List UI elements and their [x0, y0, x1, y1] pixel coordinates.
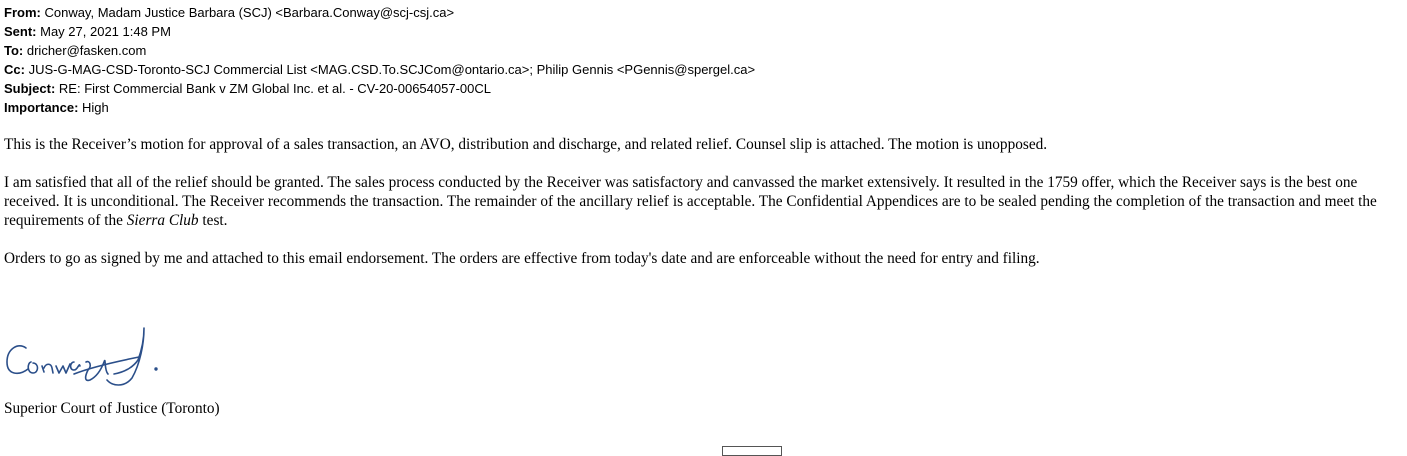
- signature-court: Superior Court of Justice (Toronto): [4, 400, 220, 417]
- subject-row: [4, 79, 755, 98]
- paragraph-2-end: test.: [198, 212, 228, 229]
- cc-value: JUS-G-MAG-CSD-Toronto-SCJ Commercial List <MAG.CSD.To.SCJCom@ontario.ca>; Philip Gennis <PGennis@spergel.ca>: [28, 62, 756, 77]
- importance-value: High: [82, 100, 109, 115]
- email-header: [4, 3, 755, 117]
- page-edge-marker: [722, 446, 782, 456]
- subject-label: Subject:: [4, 81, 56, 96]
- sent-value: May 27, 2021 1:48 PM: [40, 24, 171, 39]
- from-row: [4, 3, 755, 22]
- sent-label: Sent:: [4, 24, 37, 39]
- case-name-italic: Sierra Club: [126, 212, 199, 229]
- sent-row: [4, 22, 755, 41]
- cc-label: Cc:: [4, 62, 25, 77]
- importance-label: Importance:: [4, 100, 79, 115]
- to-label: To:: [4, 43, 24, 58]
- paragraph-2-text: I am satisfied that all of the relief should be granted. The sales process conducted by the Receiver was satisfactory and canvassed the market extensively. It resulted in the 1759 offer, which the Receiver says is the best one received. It is unconditional. The Receiver recommends the transaction. The remainder of the ancillary relief is acceptable. The Confidential Appendices are to be sealed pending the completion of the transaction and meet the requirements of the: [4, 174, 1377, 229]
- from-label: From:: [4, 5, 41, 20]
- email-body: [4, 135, 1402, 287]
- body-paragraph-3: Orders to go as signed by me and attached to this email endorsement. The orders are effective from today's date and are enforceable without the need for entry and filing.: [4, 250, 1040, 267]
- subject-value: RE: First Commercial Bank v ZM Global Inc. et al. - CV-20-00654057-00CL: [58, 81, 491, 96]
- to-value: dricher@fasken.com: [26, 43, 147, 58]
- body-paragraph-2: [4, 173, 1402, 230]
- from-value: Conway, Madam Justice Barbara (SCJ) <Barbara.Conway@scj-csj.ca>: [44, 5, 455, 20]
- importance-row: [4, 98, 755, 117]
- cc-row: [4, 60, 755, 79]
- body-paragraph-1: This is the Receiver’s motion for approval of a sales transaction, an AVO, distribution and discharge, and related relief. Counsel slip is attached. The motion is unopposed.: [4, 136, 1048, 153]
- to-row: [4, 41, 755, 60]
- handwritten-signature: [4, 322, 164, 392]
